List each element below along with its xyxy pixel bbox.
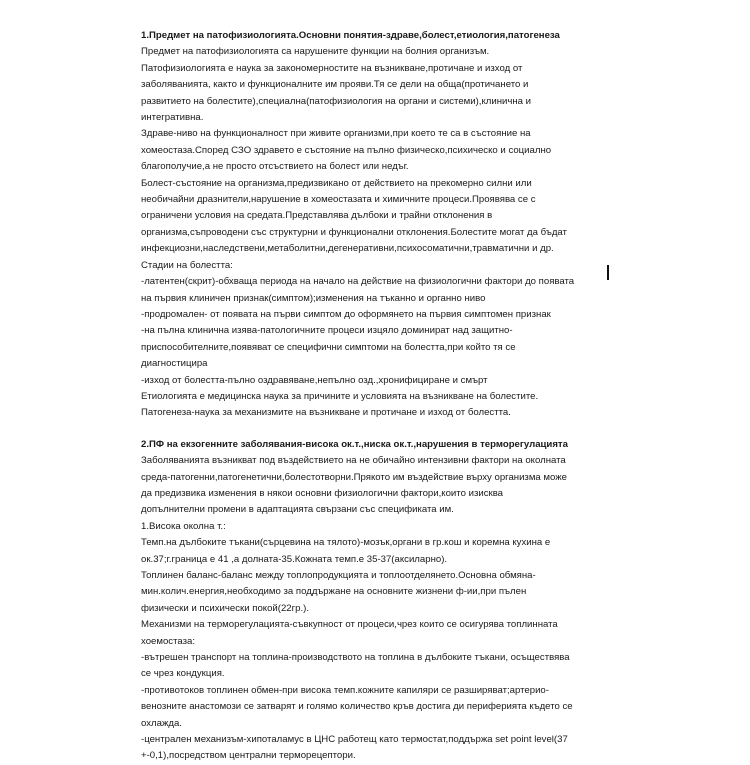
- text-line: организма,съпроводени със структурни и функционални отклонения.Болестите могат да бъдат: [141, 226, 567, 238]
- text-line: охлажда.: [141, 717, 182, 729]
- text-line: Здраве-ниво на функционалност при живите организми,при което те са в състояние на: [141, 128, 531, 140]
- text-line: мин.колич.енергия,необходимо за поддържане на основните жизнени ф-ии,при пълен: [141, 586, 527, 598]
- section-1-body: [141, 44, 611, 421]
- text-line: да предизвика изменения в някои основни физиологични фактори,които изисква: [141, 487, 504, 499]
- text-line: Заболяванията възникват под въздействието на не обичайно интензивни фактори на околната: [141, 455, 566, 467]
- text-line: инфекциозни,наследствени,метаболитни,дегенеративни,психосоматични,травматични и др.: [141, 243, 554, 255]
- text-line: приспособителните,появяват се специфични симптоми на болестта,при който тя се: [141, 341, 516, 353]
- text-line: интегративна.: [141, 112, 204, 124]
- section-spacer: [141, 422, 611, 437]
- text-line: -латентен(скрит)-обхваща периода на начало на действие на физиологични фактори до появата: [141, 276, 575, 288]
- text-line: Предмет на патофизиологията са нарушените функции на болния организъм.: [141, 46, 490, 58]
- section-2-heading: 2.ПФ на екзогенните заболявания-висока ок.т.,ниска ок.т.,нарушения в терморегулацията: [141, 438, 568, 450]
- text-line: Болест-състояние на организма,предизвикано от действието на прекомерно силни или: [141, 177, 532, 189]
- text-line: венозните анастомози се затварят и голямо количество кръв достига ди периферията където се: [141, 701, 573, 713]
- text-line: необичайни дразнители,нарушение в хомеостазата и химичните процеси.Проявява се с: [141, 194, 536, 206]
- section-1-heading: 1.Предмет на патофизиологията.Основни понятия-здраве,болест,етиология,патогенеза: [141, 30, 560, 41]
- section-2-body: [141, 453, 611, 765]
- text-line: 1.Висока околна т.:: [141, 520, 226, 532]
- text-line: заболяванията, както и функционалните им прояви.Тя се дели на обща(протичането и: [141, 79, 529, 91]
- text-line: -продромален- от появата на първи симптом до оформянето на първия симптомен признак: [141, 308, 551, 320]
- text-line: Патогенеза-наука за механизмите на възникване и протичане и изход от болестта.: [141, 407, 511, 419]
- text-line: се чрез кондукция.: [141, 668, 225, 680]
- document-body: [141, 28, 611, 765]
- text-line: Темп.на дълбоките тъкани(сърцевина на тялото)-мозък,органи в гр.кош и коремна кухина е: [141, 537, 551, 549]
- text-line: -изход от болестта-пълно оздравяване,непълно озд.,хронифициране и смърт: [141, 374, 488, 386]
- text-line: на първия клиничен признак(симптом);изменения на тъканно и органно ниво: [141, 292, 486, 304]
- text-line: ок.37;г.граница е 41 ,а долната-35.Кожната темп.е 35-37(аксиларно).: [141, 553, 448, 565]
- text-line: физически и психически покой(22гр.).: [141, 602, 310, 614]
- text-line: диагностицира: [141, 358, 208, 370]
- text-line: среда-патогенни,патогенетични,болестотворни.Прякото им въздействие върху организма може: [141, 471, 568, 483]
- text-line: развитието на болестите),специална(патофизиология на органи и системи),клинична и: [141, 95, 532, 107]
- text-line: благополучие,а не просто отсъствието на болест или недъг.: [141, 161, 409, 173]
- text-line: ограничени условия на средата.Представлява дълбоки и трайни отклонения в: [141, 210, 493, 222]
- text-line: Топлинен баланс-баланс между топлопродукцията и топлоотделянето.Основна обмяна-: [141, 570, 536, 581]
- text-line: хоемостаза:: [141, 635, 196, 647]
- text-line: Механизми на терморегулацията-съвкупност от процеси,чрез които се осигурява топлинната: [141, 619, 558, 631]
- text-line: Етиологията е медицинска наука за причините и условията на възникване на болестите.: [141, 390, 539, 402]
- text-cursor: [607, 265, 609, 280]
- text-line: хомеостаза.Според СЗО здравето е състояние на пълно физическо,психическо и социално: [141, 144, 552, 156]
- text-line: Патофизиологията е наука за закономерностите на възникване,протичане и изход от: [141, 62, 523, 74]
- text-line: допълнителни промени в адаптацията свързани със спецификата им.: [141, 504, 454, 516]
- text-line: Стадии на болестта:: [141, 259, 233, 271]
- text-line: +-0,1),посредством централни терморецептори.: [141, 750, 356, 762]
- text-line: -централен механизъм-хипоталамус в ЦНС работещ като термостат,поддържа set point level(37: [141, 734, 568, 746]
- text-line: -на пълна клинична изява-патологичните процеси изцяло доминират над защитно-: [141, 325, 513, 337]
- text-line: -противотоков топлинен обмен-при висока темп.кожните капиляри се разширяват;артерио-: [141, 684, 549, 696]
- text-line: -вътрешен транспорт на топлина-производството на топлина в дълбоките тъкани, осъществява: [141, 652, 570, 664]
